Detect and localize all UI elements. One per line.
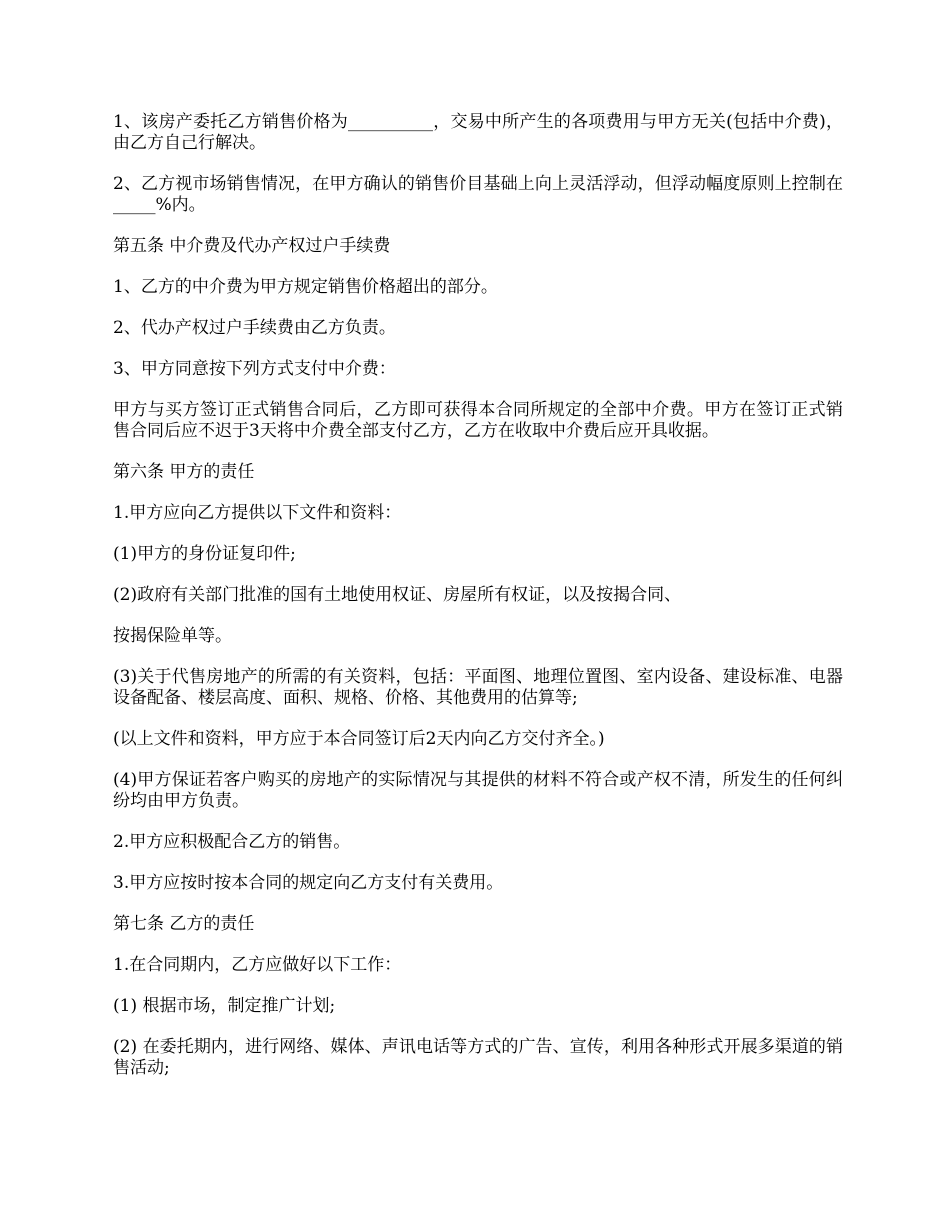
clause-price-float: 2、乙方视市场销售情况，在甲方确认的销售价目基础上向上灵活浮动，但浮动幅度原则上控制在_____%内。	[113, 174, 843, 215]
clause-cooperate: 2.甲方应积极配合乙方的销售。	[113, 832, 351, 852]
item-certificates: (2)政府有关部门批准的国有土地使用权证、房屋所有权证，以及按揭合同、	[113, 585, 682, 605]
note-delivery-deadline: (以上文件和资料，甲方应于本合同签订后2天内向乙方交付齐全。)	[113, 729, 605, 749]
clause-pay-fees: 3.甲方应按时按本合同的规定向乙方支付有关费用。	[113, 873, 504, 893]
clause-transfer-fee: 2、代办产权过户手续费由乙方负责。	[113, 318, 396, 338]
clause-price: 1、该房产委托乙方销售价格为__________，交易中所产生的各项费用与甲方无关(包括中介费)，由乙方自己行解决。	[113, 112, 843, 153]
clause-payment-method: 3、甲方同意按下列方式支付中介费：	[113, 359, 396, 379]
item-promotion-plan: (1) 根据市场，制定推广计划;	[113, 996, 336, 1016]
clause-commission: 1、乙方的中介费为甲方规定销售价格超出的部分。	[113, 277, 498, 297]
document-body	[113, 112, 843, 1099]
article-7-heading: 第七条 乙方的责任	[113, 914, 255, 934]
article-6-heading: 第六条 甲方的责任	[113, 462, 255, 482]
item-advertising: (2) 在委托期内，进行网络、媒体、声讯电话等方式的广告、宣传，利用各种形式开展多渠道的销售活动;	[113, 1037, 843, 1078]
item-id-copy: (1)甲方的身份证复印件;	[113, 544, 296, 564]
clause-payment-detail: 甲方与买方签订正式销售合同后，乙方即可获得本合同所规定的全部中介费。甲方在签订正式销售合同后应不迟于3天将中介费全部支付乙方，乙方在收取中介费后应开具收据。	[113, 400, 843, 441]
clause-party-a-documents: 1.甲方应向乙方提供以下文件和资料：	[113, 503, 402, 523]
clause-party-b-work: 1.在合同期内，乙方应做好以下工作：	[113, 955, 402, 975]
item-guarantee: (4)甲方保证若客户购买的房地产的实际情况与其提供的材料不符合或产权不清，所发生的任何纠纷均由甲方负责。	[113, 770, 843, 811]
item-certificates-cont: 按揭保险单等。	[113, 626, 232, 646]
article-5-heading: 第五条 中介费及代办产权过户手续费	[113, 236, 391, 256]
item-property-info: (3)关于代售房地产的所需的有关资料，包括：平面图、地理位置图、室内设备、建设标准、电器设备配备、楼层高度、面积、规格、价格、其他费用的估算等;	[113, 667, 843, 708]
